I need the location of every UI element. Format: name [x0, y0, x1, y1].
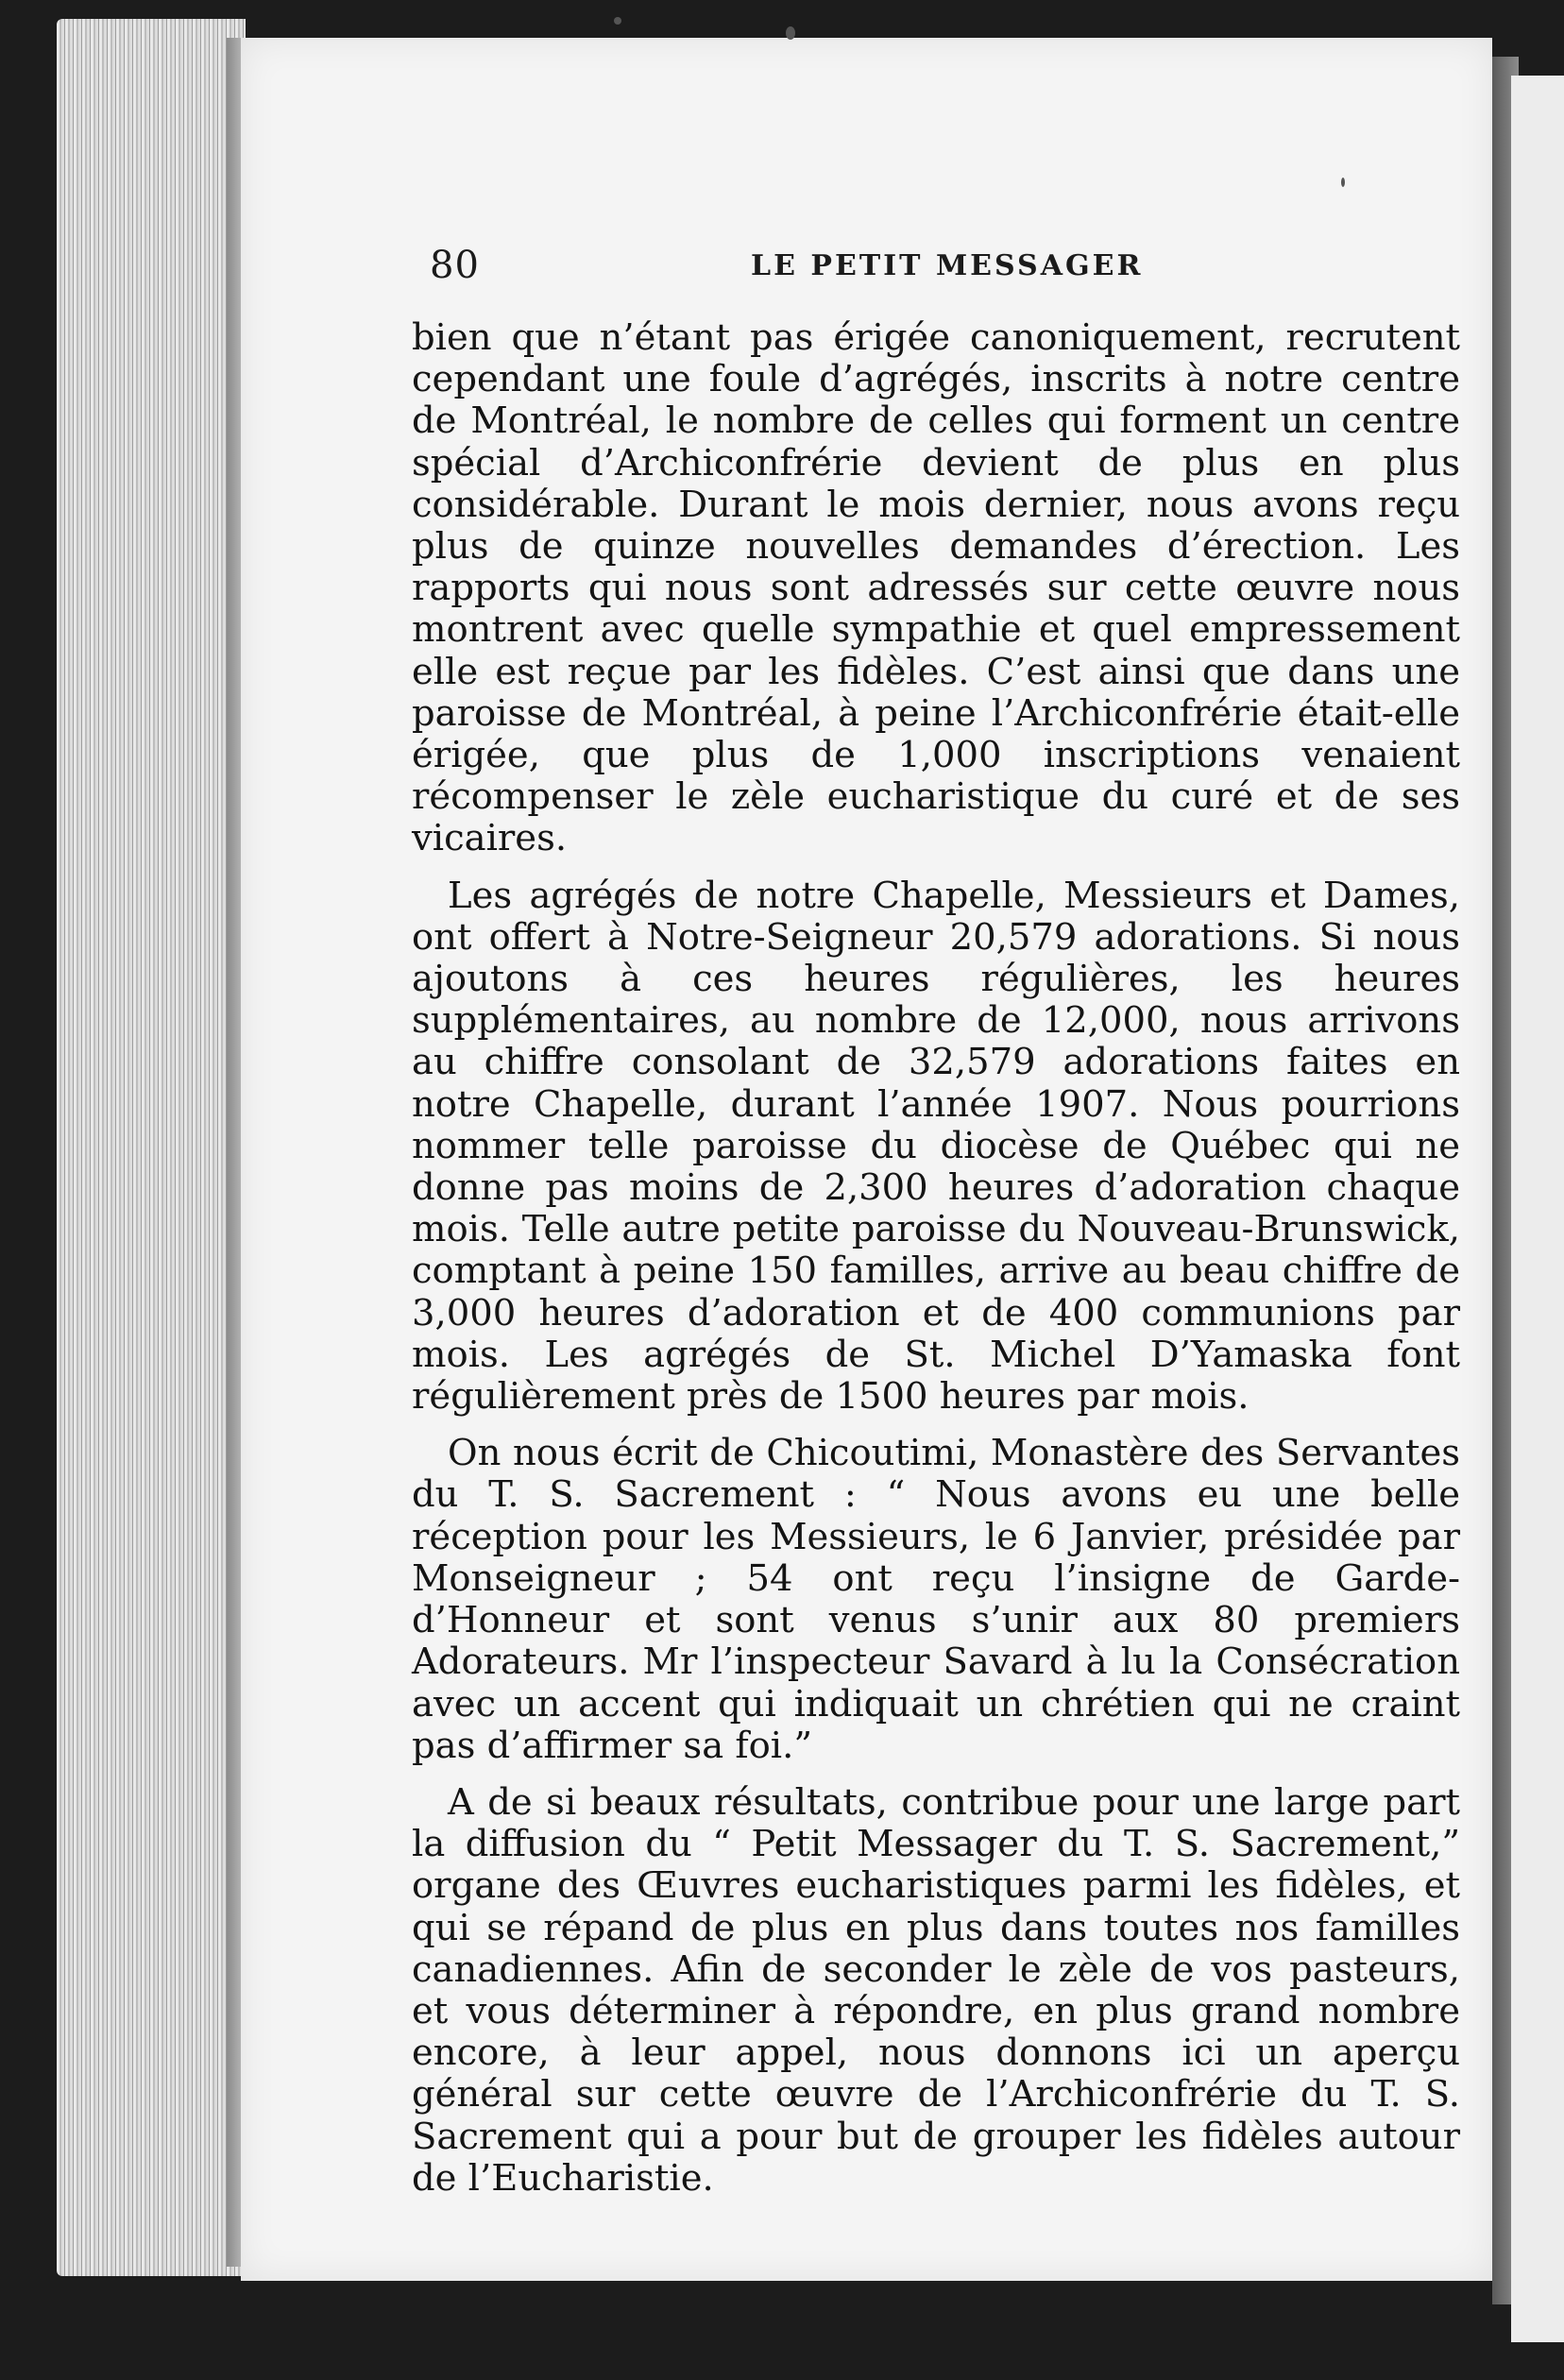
paragraph-4: A de si beaux résultats, contribue pour une large part la diffusion du “ Petit Messager du T. S. Sacrement,” organe des Œuvres eucharistiques parmi les fidèles, et qui se répand de plus en plus dans toutes nos familles canadiennes. Afin de seconder le zèle de vos pasteurs, et vous déterminer à répondre, en plus grand nombre encore, à leur appel, nous donnons ici un aperçu général sur cette œuvre de l’Archiconfrérie du T. S. Sacrement qui a pour but de grouper les fidèles autour de l’Eucharistie. [412, 1780, 1460, 2200]
running-title: LE PETIT MESSAGER [751, 249, 1144, 282]
paragraph-2: Les agrégés de notre Chapelle, Messieurs et Dames, ont offert à Notre-Seigneur 20,579 adorations. Si nous ajoutons à ces heures régulières, les heures supplémentaires, au nombre de 12,000, nous arrivons au chiffre consolant de 32,579 adorations faites en notre Chapelle, durant l’année 1907. Nous pourrions nommer telle paroisse du diocèse de Québec qui ne donne pas moins de 2,300 heures d’adoration chaque mois. Telle autre petite paroisse du Nouveau-Brunswick, comptant à peine 150 familles, arrive au beau chiffre de 3,000 heures d’adoration et de 400 communions par mois. Les agrégés de St. Michel D’Yamaska font régulièrement près de 1500 heures par mois. [412, 874, 1460, 1419]
running-head [430, 244, 1464, 300]
scan-speck [1341, 178, 1345, 187]
scan-speck [614, 17, 621, 25]
page-edge-stack [57, 19, 246, 2276]
paragraph-3: On nous écrit de Chicoutimi, Monastère des Servantes du T. S. Sacrement : “ Nous avons eu une belle réception pour les Messieurs, le 6 Janvier, présidée par Monseigneur ; 54 ont reçu l’insigne de Garde-d’Honneur et sont venus s’unir aux 80 premiers Adorateurs. Mr l’inspecteur Savard à lu la Consécration avec un accent qui indiquait un chrétien qui ne craint pas d’affirmer sa foi.” [412, 1432, 1460, 1767]
paragraph-1: bien que n’étant pas érigée canoniquement, recrutent cependant une foule d’agrégés, inscrits à notre centre de Montréal, le nombre de celles qui forment un centre spécial d’Archiconfrérie devient de plus en plus considérable. Durant le mois dernier, nous avons reçu plus de quinze nouvelles demandes d’érection. Les rapports qui nous sont adressés sur cette œuvre nous montrent avec quelle sympathie et quel empressement elle est reçue par les fidèles. C’est ainsi que dans une paroisse de Montréal, à peine l’Archiconfrérie était-elle érigée, que plus de 1,000 inscriptions venaient récompenser le zèle eucharistique du curé et de ses vicaires. [412, 316, 1460, 860]
scan-speck [786, 26, 795, 40]
right-page-strip [1511, 76, 1564, 2342]
page-number: 80 [430, 244, 480, 287]
body-text [412, 317, 1460, 2200]
